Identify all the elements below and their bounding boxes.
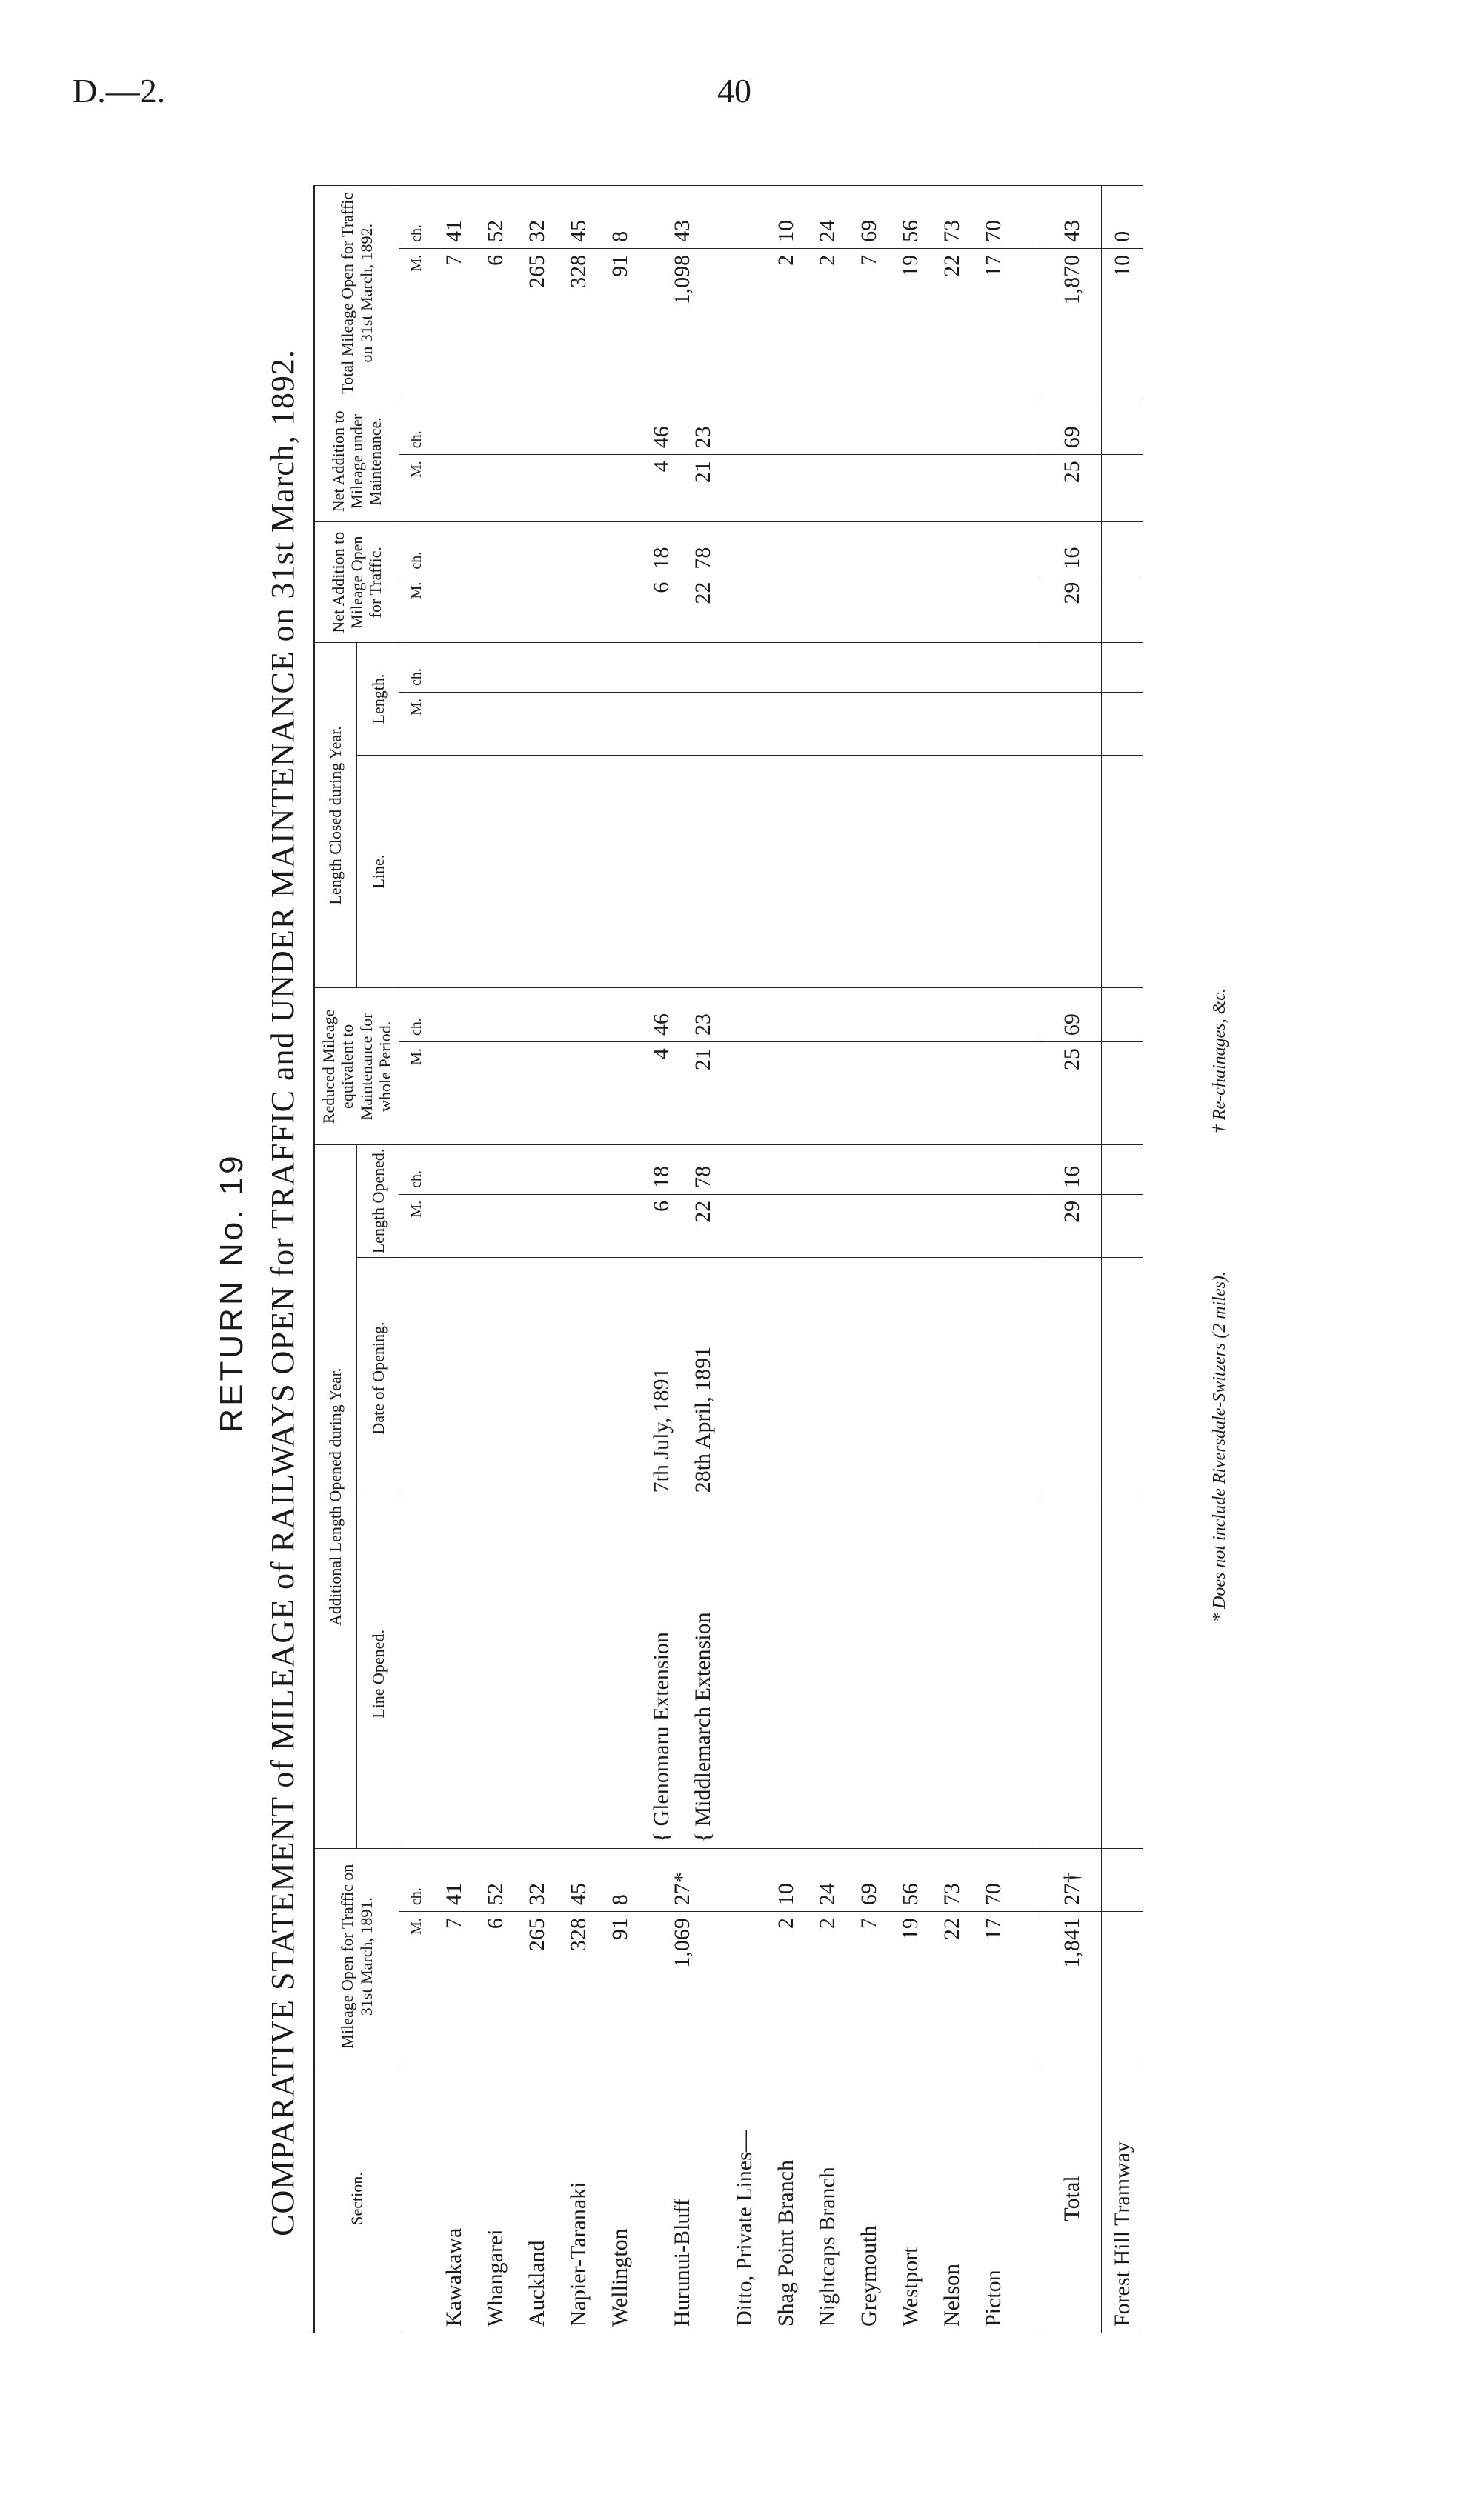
header-line-opened: Line Opened.: [357, 1499, 399, 1849]
main-title: COMPARATIVE STATEMENT of MILEAGE of RAILWAYS OPEN for TRAFFIC and UNDER MAINTENANCE on 31st March, 1892.: [265, 349, 301, 2236]
unit-m: M.: [399, 248, 434, 401]
table-row: Kawakawa 7 41 7 41: [433, 186, 475, 2333]
section-name: Nelson: [931, 2064, 973, 2333]
page-left-header: D.—2.: [73, 72, 166, 110]
header-closed-length: Length.: [357, 643, 399, 755]
table-row: Picton 17 70 17 70: [973, 186, 1014, 2333]
extension-line: { Glenomaru Extension: [641, 1499, 682, 1849]
header-mileage-1891: Mileage Open for Traffic on 31st March, 1891.: [314, 1849, 399, 2064]
unit-ch: ch.: [399, 988, 434, 1042]
unit-m: M.: [399, 693, 434, 756]
return-title: RETURN No. 19: [213, 1153, 250, 1433]
mileage-table: [313, 185, 1143, 2333]
spacer-row: [1014, 186, 1043, 2333]
tramway-row: Forest Hill Tramway 10 0: [1102, 186, 1144, 2333]
section-name: Shag Point Branch: [765, 2064, 807, 2333]
extension-date: 28th April, 1891: [682, 1257, 724, 1499]
section-name: Hurunui-Bluff: [641, 2064, 724, 2333]
header-net-traffic: Net Addition to Mileage Open for Traffic.: [314, 522, 399, 643]
table-row: Greymouth 7 69 7 69: [848, 186, 890, 2333]
section-name: Ditto, Private Lines—: [724, 2064, 765, 2333]
unit-ch: ch.: [399, 1849, 434, 1912]
table-row: Nelson 22 73 22 73: [931, 186, 973, 2333]
section-name: Whangarei: [475, 2064, 516, 2333]
table-row: Hurunui-Bluff 1,069 27* { Glenomaru Extension 7th July, 1891 6 18 4 46 6 18 4 46 1,098 43: [641, 186, 682, 2333]
section-name: Wellington: [599, 2064, 641, 2333]
unit-m: M.: [399, 1042, 434, 1145]
unit-m: M.: [399, 455, 434, 522]
table-row: Napier-Taranaki 328 45 328 45: [558, 186, 599, 2333]
section-name: Picton: [973, 2064, 1014, 2333]
extension-date: 7th July, 1891: [641, 1257, 682, 1499]
unit-m: M.: [399, 1912, 434, 2064]
unit-ch: ch.: [399, 401, 434, 455]
units-row: [399, 186, 434, 2333]
total-row: Total 1,841 27† 29 16 25 69 29 16 25 69 1,870 43: [1043, 186, 1102, 2333]
header-additional: Additional Length Opened during Year.: [314, 1145, 357, 1849]
section-name: Forest Hill Tramway: [1102, 2064, 1144, 2333]
header-section: Section.: [314, 2064, 399, 2333]
table-row: Shag Point Branch 2 10 2 10: [765, 186, 807, 2333]
footnote-dagger: † Re-chainages, &c.: [1210, 988, 1229, 1133]
header-date-opening: Date of Opening.: [357, 1257, 399, 1499]
section-name: Kawakawa: [433, 2064, 475, 2333]
footnote-star: * Does not include Riversdale-Switzers (2 miles).: [1210, 1271, 1229, 1622]
rotated-page: [191, 163, 1243, 2422]
header-closed: Length Closed during Year.: [314, 643, 357, 988]
section-name: Napier-Taranaki: [558, 2064, 599, 2333]
unit-m: M.: [399, 576, 434, 643]
section-name: Greymouth: [848, 2064, 890, 2333]
header-reduced: Reduced Mileage equivalent to Maintenance for whole Period.: [314, 988, 399, 1145]
table-row: { Middlemarch Extension 28th April, 1891 22 78 21 23 22 78 21 23: [682, 186, 724, 2333]
unit-m: M.: [399, 1194, 434, 1257]
table-row: [724, 186, 765, 2333]
unit-ch: ch.: [399, 643, 434, 693]
unit-ch: ch.: [399, 522, 434, 576]
total-label: Total: [1043, 2064, 1102, 2333]
header-net-maintenance: Net Addition to Mileage under Maintenance.: [314, 401, 399, 521]
table-row: Whangarei 6 52 6 52: [475, 186, 516, 2333]
section-name: Nightcaps Branch: [807, 2064, 848, 2333]
header-closed-line: Line.: [357, 755, 399, 988]
unit-ch: ch.: [399, 1145, 434, 1195]
section-name: Westport: [890, 2064, 931, 2333]
extension-line: { Middlemarch Extension: [682, 1499, 724, 1849]
table-row: Nightcaps Branch 2 24 2 24: [807, 186, 848, 2333]
page-number: 40: [717, 72, 751, 110]
table-row: Westport 19 56 19 56: [890, 186, 931, 2333]
section-name: Auckland: [516, 2064, 558, 2333]
unit-ch: ch.: [399, 186, 434, 249]
header-total-1892: Total Mileage Open for Traffic on 31st March, 1892.: [314, 186, 399, 401]
table-row: Auckland 265 32 265 32: [516, 186, 558, 2333]
table-row: Wellington 91 8 91 8: [599, 186, 641, 2333]
header-length-opened: Length Opened.: [357, 1145, 399, 1257]
